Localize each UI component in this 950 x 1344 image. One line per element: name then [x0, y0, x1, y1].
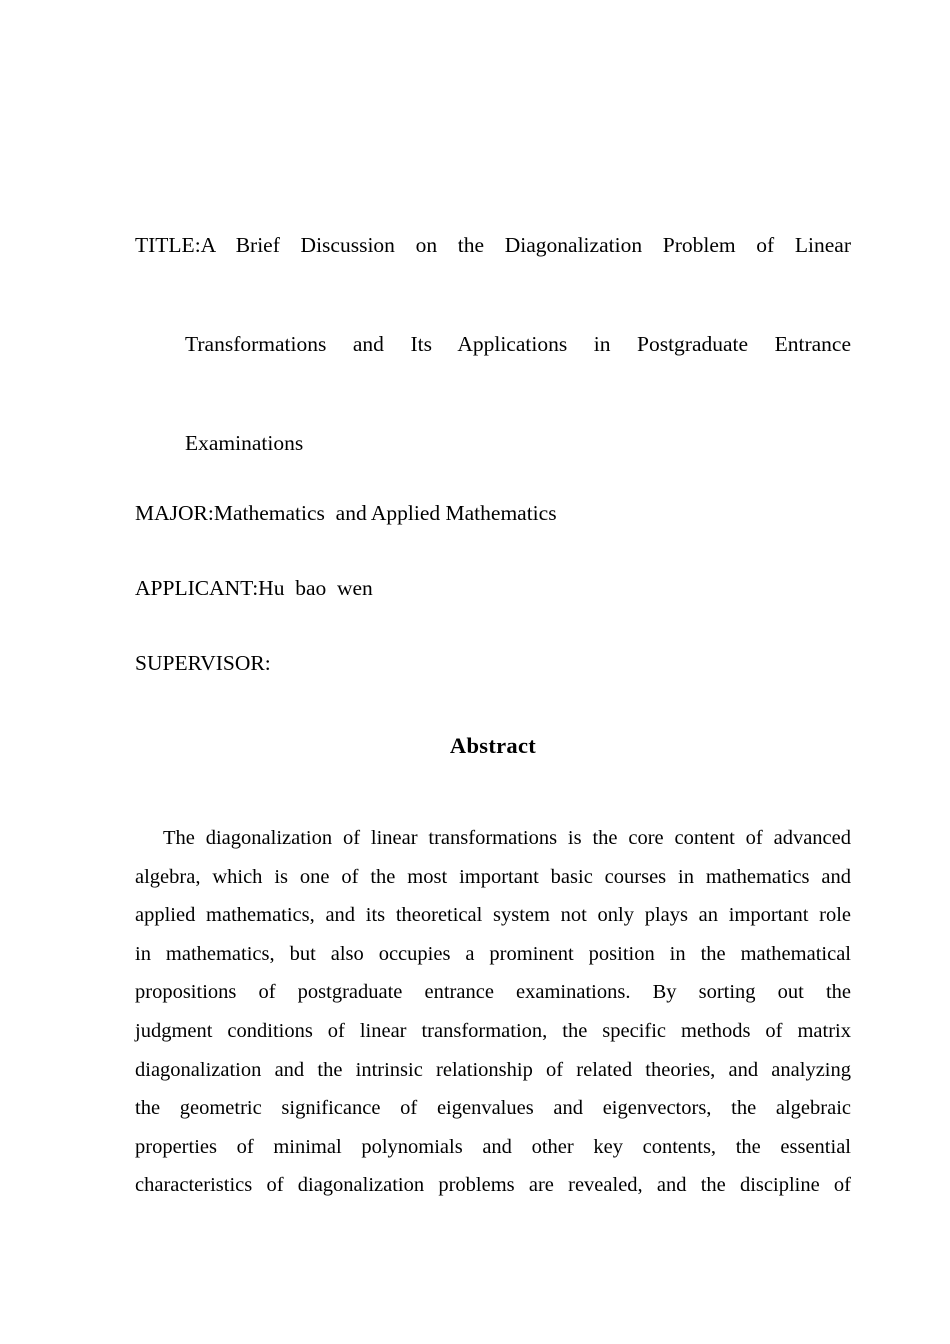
- abstract-line: characteristics of diagonalization problems are revealed, and the discipline of: [135, 1174, 851, 1197]
- abstract-line: algebra, which is one of the most important basic courses in mathematics and: [135, 865, 851, 888]
- abstract-line: properties of minimal polynomials and other key contents, the essential: [135, 1135, 851, 1158]
- abstract-line: The diagonalization of linear transformations is the core content of advanced: [163, 827, 851, 849]
- abstract-line: applied mathematics, and its theoretical system not only plays an important role: [135, 904, 851, 927]
- abstract-line: judgment conditions of linear transformation, the specific methods of matrix: [135, 1019, 851, 1042]
- abstract-line: in mathematics, but also occupies a prominent position in the mathematical: [135, 942, 851, 965]
- supervisor-field: SUPERVISOR:: [135, 651, 271, 675]
- title-line-2: Transformations and Its Applications in Postgraduate Entrance: [185, 332, 851, 356]
- major-field: MAJOR:Mathematics and Applied Mathematics: [135, 501, 557, 525]
- abstract-line: diagonalization and the intrinsic relationship of related theories, and analyzing: [135, 1058, 851, 1081]
- title-line-3: Examinations: [185, 431, 304, 455]
- applicant-field: APPLICANT:Hu bao wen: [135, 576, 373, 600]
- title-block: [135, 196, 851, 493]
- title-line-1: TITLE:A Brief Discussion on the Diagonalization Problem of Linear: [135, 233, 851, 257]
- abstract-line: propositions of postgraduate entrance examinations. By sorting out the: [135, 981, 851, 1004]
- abstract-line: the geometric significance of eigenvalues and eigenvectors, the algebraic: [135, 1097, 851, 1120]
- metadata-block: [135, 476, 851, 701]
- abstract-heading: Abstract: [449, 733, 537, 758]
- abstract-body: [135, 819, 851, 1205]
